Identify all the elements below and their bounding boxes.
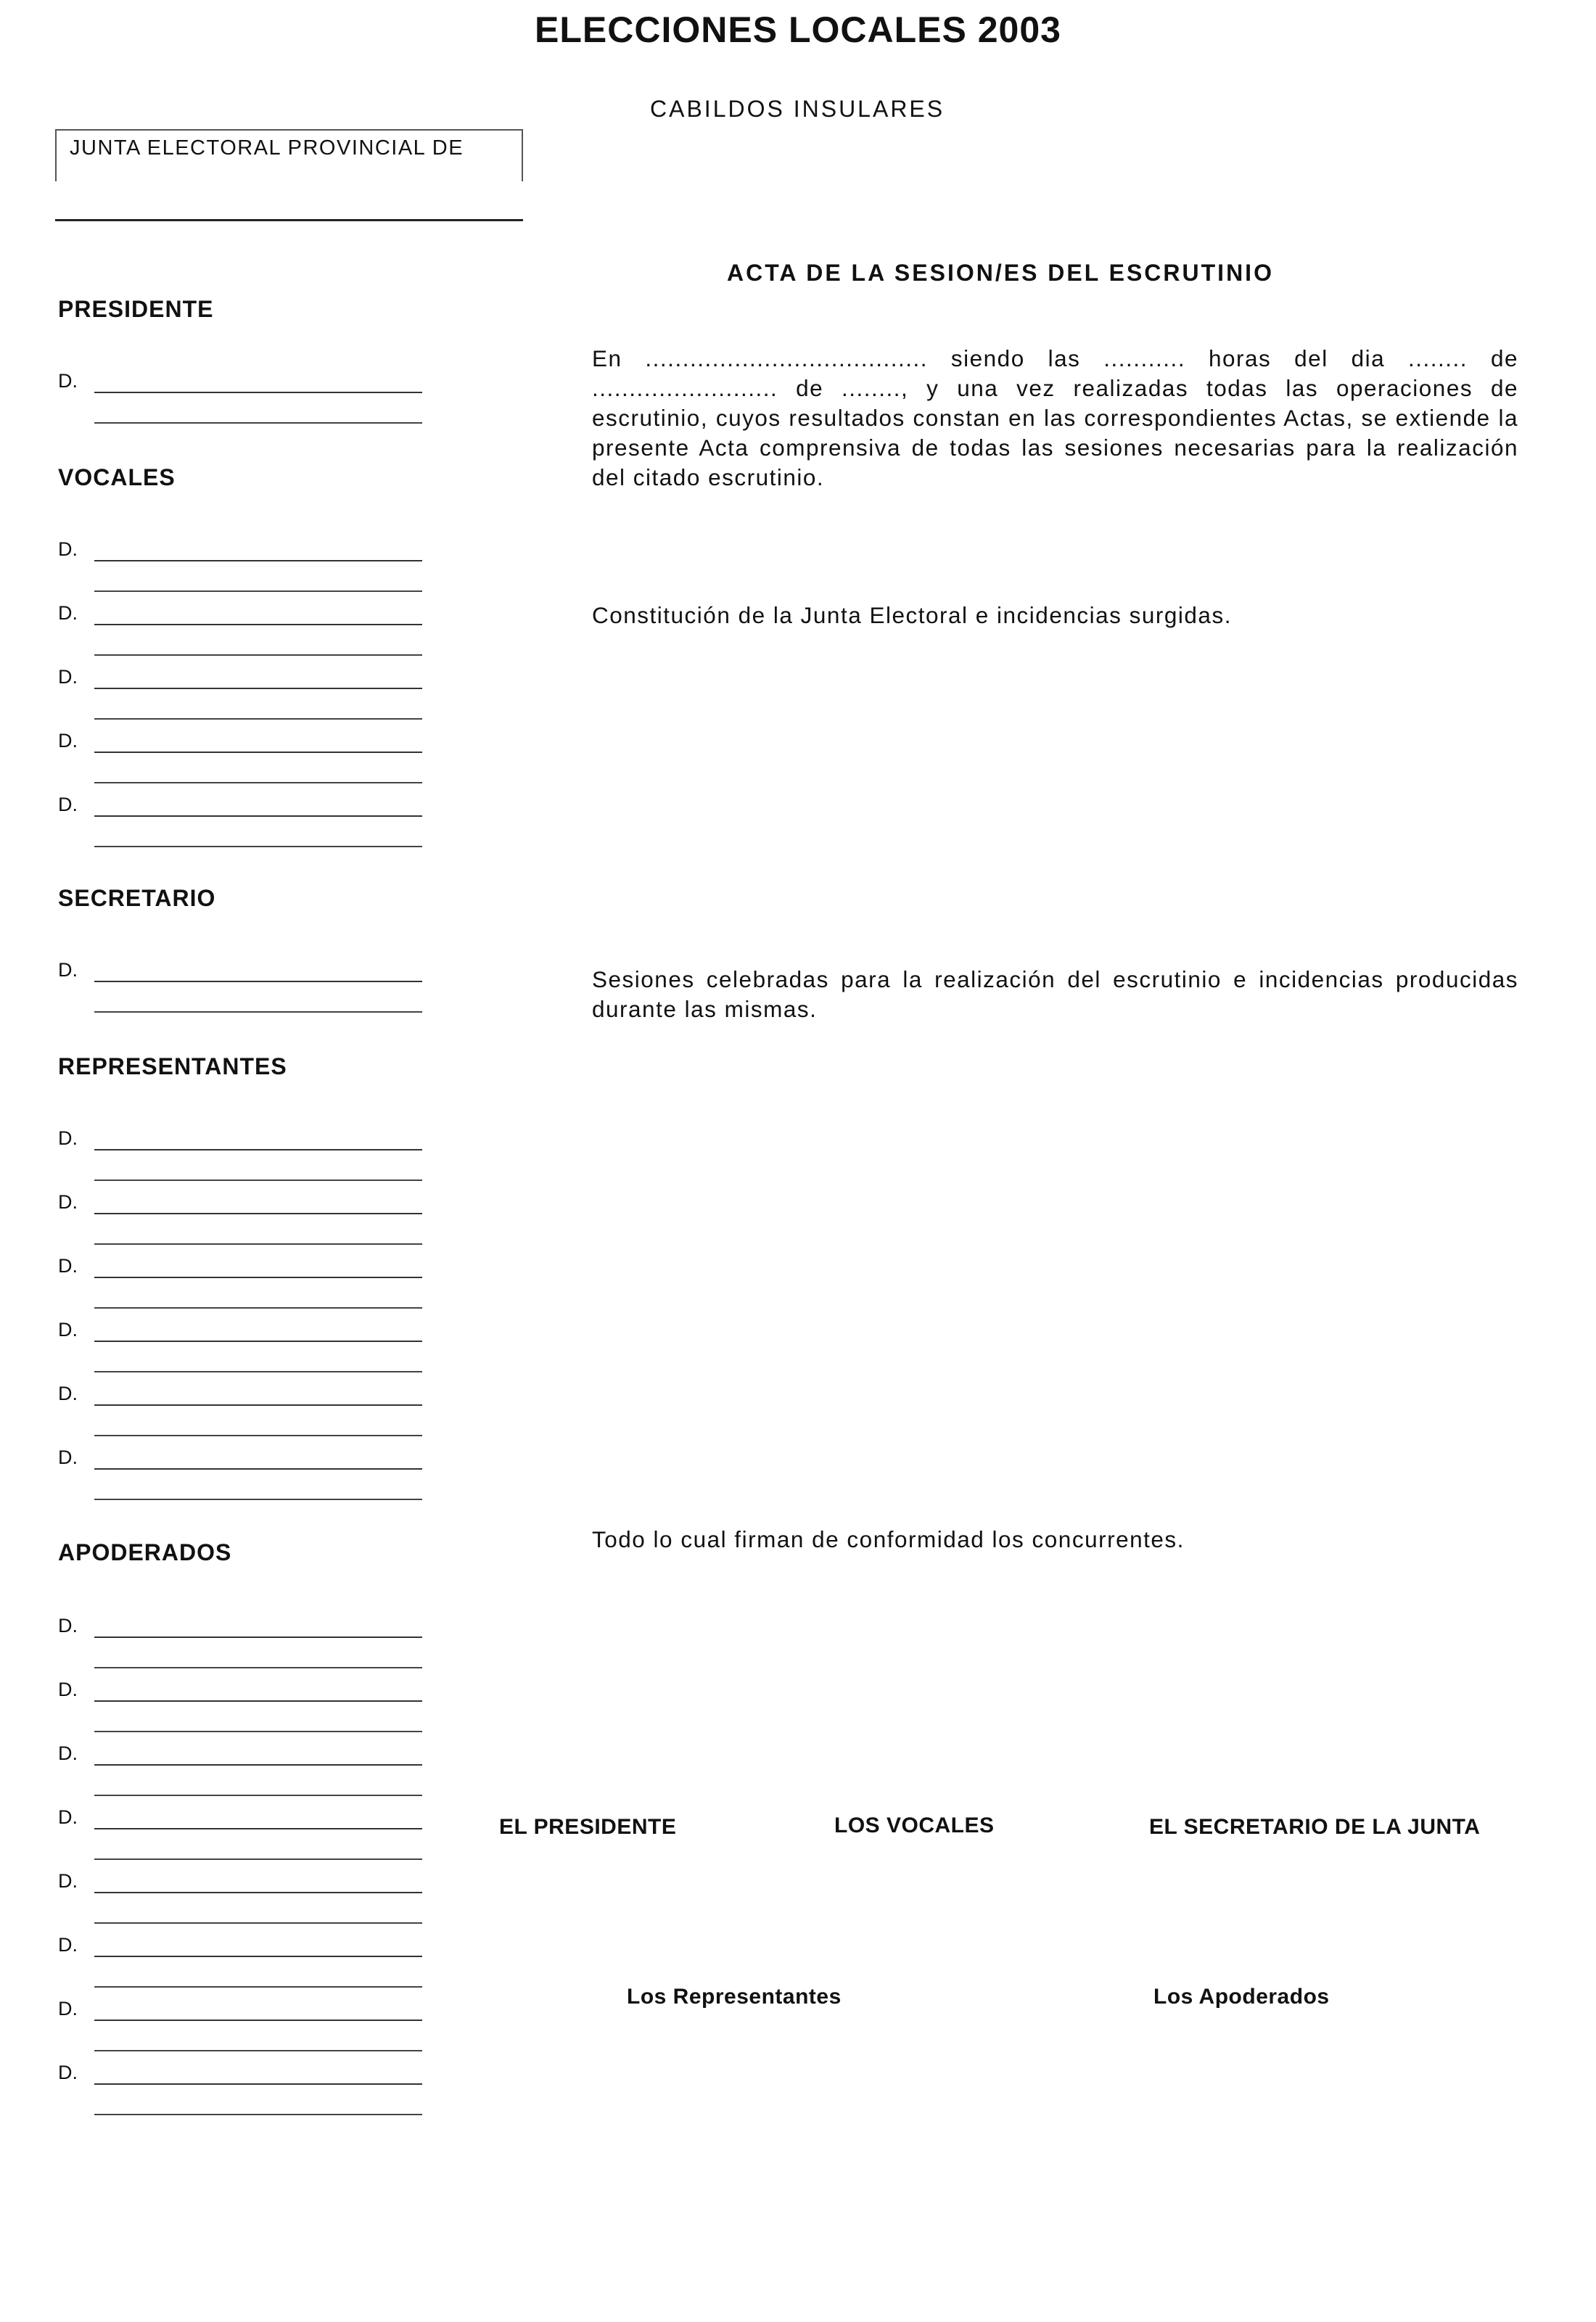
name-continuation-line[interactable]	[94, 1731, 422, 1732]
name-line[interactable]	[94, 1828, 422, 1829]
signature-presidente: EL PRESIDENTE	[499, 1815, 677, 1839]
name-prefix: D.	[58, 1319, 78, 1341]
name-continuation-line[interactable]	[94, 422, 422, 424]
section-heading: REPRESENTANTES	[58, 1053, 287, 1079]
section-heading: PRESIDENTE	[58, 296, 214, 322]
name-prefix: D.	[58, 730, 78, 752]
name-line[interactable]	[94, 560, 422, 561]
signature-vocales: LOS VOCALES	[834, 1813, 995, 1837]
name-prefix: D.	[58, 1742, 78, 1764]
name-line[interactable]	[94, 2020, 422, 2021]
name-prefix: D.	[58, 538, 78, 560]
name-continuation-line[interactable]	[94, 1922, 422, 1924]
acta-title: ACTA DE LA SESION/ES DEL ESCRUTINIO	[727, 260, 1274, 286]
name-prefix: D.	[58, 1383, 78, 1404]
box-left-edge	[55, 131, 57, 181]
name-prefix: D.	[58, 1615, 78, 1636]
name-prefix: D.	[58, 1934, 78, 1956]
name-prefix: D.	[58, 1870, 78, 1892]
name-prefix: D.	[58, 1255, 78, 1277]
name-line[interactable]	[94, 981, 422, 982]
name-continuation-line[interactable]	[94, 1011, 422, 1013]
name-continuation-line[interactable]	[94, 718, 422, 720]
signature-secretario: EL SECRETARIO DE LA JUNTA	[1149, 1815, 1481, 1839]
name-line[interactable]	[94, 752, 422, 753]
name-line[interactable]	[94, 1892, 422, 1893]
junta-electoral-box[interactable]	[55, 129, 523, 221]
name-continuation-line[interactable]	[94, 1179, 422, 1181]
name-continuation-line[interactable]	[94, 1667, 422, 1668]
name-prefix: D.	[58, 959, 78, 981]
name-line[interactable]	[94, 624, 422, 625]
name-continuation-line[interactable]	[94, 590, 422, 592]
box-right-edge	[522, 131, 523, 181]
name-line[interactable]	[94, 392, 422, 393]
name-prefix: D.	[58, 370, 78, 392]
signature-apoderados: Los Apoderados	[1153, 1985, 1330, 2009]
section-heading: SECRETARIO	[58, 885, 216, 911]
name-line[interactable]	[94, 1700, 422, 1702]
name-continuation-line[interactable]	[94, 1435, 422, 1436]
name-continuation-line[interactable]	[94, 654, 422, 656]
name-continuation-line[interactable]	[94, 2114, 422, 2115]
name-continuation-line[interactable]	[94, 2050, 422, 2051]
name-continuation-line[interactable]	[94, 782, 422, 783]
name-continuation-line[interactable]	[94, 1371, 422, 1372]
name-line[interactable]	[94, 1956, 422, 1957]
name-continuation-line[interactable]	[94, 1499, 422, 1500]
name-continuation-line[interactable]	[94, 1795, 422, 1796]
name-continuation-line[interactable]	[94, 846, 422, 847]
name-line[interactable]	[94, 1277, 422, 1278]
document-subtitle: CABILDOS INSULARES	[650, 96, 945, 122]
name-prefix: D.	[58, 666, 78, 688]
name-line[interactable]	[94, 688, 422, 689]
name-line[interactable]	[94, 815, 422, 817]
name-prefix: D.	[58, 1446, 78, 1468]
document-title: ELECCIONES LOCALES 2003	[535, 9, 1061, 50]
section-heading: APODERADOS	[58, 1539, 232, 1565]
name-line[interactable]	[94, 1149, 422, 1150]
name-prefix: D.	[58, 1998, 78, 2020]
intro-paragraph: En ...................................... siendo las ........... horas del dia ........ de ......................... de ........, y una vez realizadas todas las operaciones de escrutinio, cuyos resultados constan en las correspondientes Actas, se extiende la presente Acta comprensiva de todas las sesiones necesarias para la realización del citado escrutinio.	[592, 345, 1518, 490]
name-prefix: D.	[58, 1806, 78, 1828]
name-prefix: D.	[58, 1191, 78, 1213]
name-continuation-line[interactable]	[94, 1858, 422, 1860]
name-continuation-line[interactable]	[94, 1243, 422, 1245]
name-prefix: D.	[58, 2062, 78, 2083]
signature-representantes: Los Representantes	[627, 1985, 842, 2009]
name-line[interactable]	[94, 1213, 422, 1214]
name-prefix: D.	[58, 1679, 78, 1700]
name-line[interactable]	[94, 1764, 422, 1766]
name-line[interactable]	[94, 1404, 422, 1406]
name-line[interactable]	[94, 1636, 422, 1638]
name-line[interactable]	[94, 1341, 422, 1342]
name-continuation-line[interactable]	[94, 1986, 422, 1988]
junta-electoral-label: JUNTA ELECTORAL PROVINCIAL DE	[70, 136, 464, 160]
name-prefix: D.	[58, 794, 78, 815]
name-prefix: D.	[58, 1127, 78, 1149]
sesiones-heading: Sesiones celebradas para la realización del escrutinio e incidencias producidas durante las mismas.	[592, 966, 1518, 1022]
section-heading: VOCALES	[58, 464, 176, 490]
closing-statement: Todo lo cual firman de conformidad los concurrentes.	[592, 1526, 1185, 1552]
constitucion-heading: Constitución de la Junta Electoral e incidencias surgidas.	[592, 602, 1232, 628]
name-line[interactable]	[94, 2083, 422, 2085]
name-prefix: D.	[58, 602, 78, 624]
name-line[interactable]	[94, 1468, 422, 1470]
name-continuation-line[interactable]	[94, 1307, 422, 1309]
